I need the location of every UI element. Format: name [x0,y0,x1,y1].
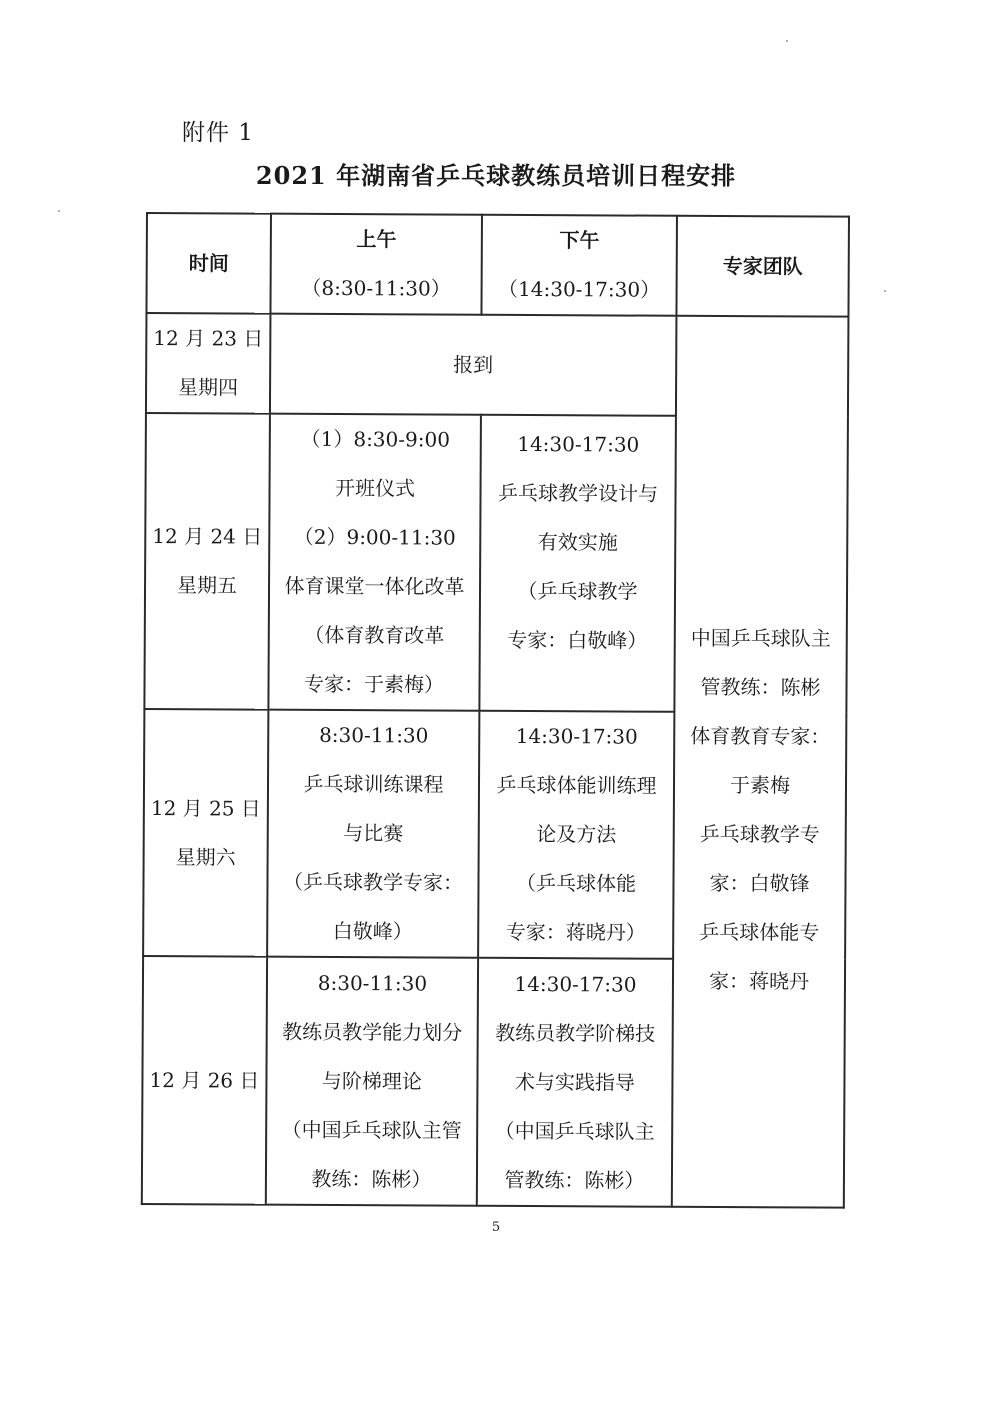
page-number: 5 [491,1220,501,1235]
header-morning [270,214,482,315]
date-cell: 12 月 24 日 星期五 [144,413,270,710]
morning-session-cell: 8:30-11:30 乒乓球训练课程 与比赛 （乒乓球教学专家： 白敬峰） [267,710,479,958]
header-experts: 专家团队 [676,216,849,317]
morning-session-cell: 8:30-11:30 教练员教学能力划分 与阶梯理论 （中国乒乓球队主管 教练：陈彬） [266,957,478,1206]
afternoon-session-cell: 14:30-17:30 乒乓球体能训练理 论及方法 （乒乓球体能 专家：蒋晓丹） [478,711,674,959]
checkin-cell: 报到 [270,314,677,416]
header-afternoon [481,215,677,316]
header-morning-time: （8:30-11:30） [301,275,451,301]
document-title: 2021 年湖南省乒乓球教练员培训日程安排 [255,161,737,190]
afternoon-session-cell: 14:30-17:30 教练员教学阶梯技 术与实践指导 （中国乒乓球队主 管教练：陈彬） [477,958,673,1207]
header-morning-label: 上午 [356,227,397,252]
morning-session-cell: （1）8:30-9:00 开班仪式 （2）9:00-11:30 体育课堂一体化改革 （体育教育改革 专家：于素梅） [268,414,481,711]
table-row [146,313,849,417]
header-afternoon-time: （14:30-17:30） [498,276,661,302]
afternoon-session-cell: 14:30-17:30 乒乓球教学设计与 有效实施 （乒乓球教学 专家：白敬峰） [479,415,676,712]
table-header-row [146,213,849,317]
schedule-table [141,212,850,1209]
date-cell: 12 月 23 日 星期四 [146,313,271,414]
date-cell: 12 月 26 日 [142,956,267,1205]
scan-speck [786,40,788,42]
experts-cell: 中国乒乓球队主 管教练：陈彬 体育教育专家： 于素梅 乒乓球教学专 家：白敬锋 乒乓球体能专 家：蒋晓丹 [672,316,849,1208]
scan-speck [884,290,886,292]
header-afternoon-label: 下午 [559,228,600,253]
header-time: 时间 [146,213,271,314]
scan-speck [58,210,60,212]
attachment-label: 附件 1 [182,120,254,146]
date-cell: 12 月 25 日 星期六 [143,709,268,957]
